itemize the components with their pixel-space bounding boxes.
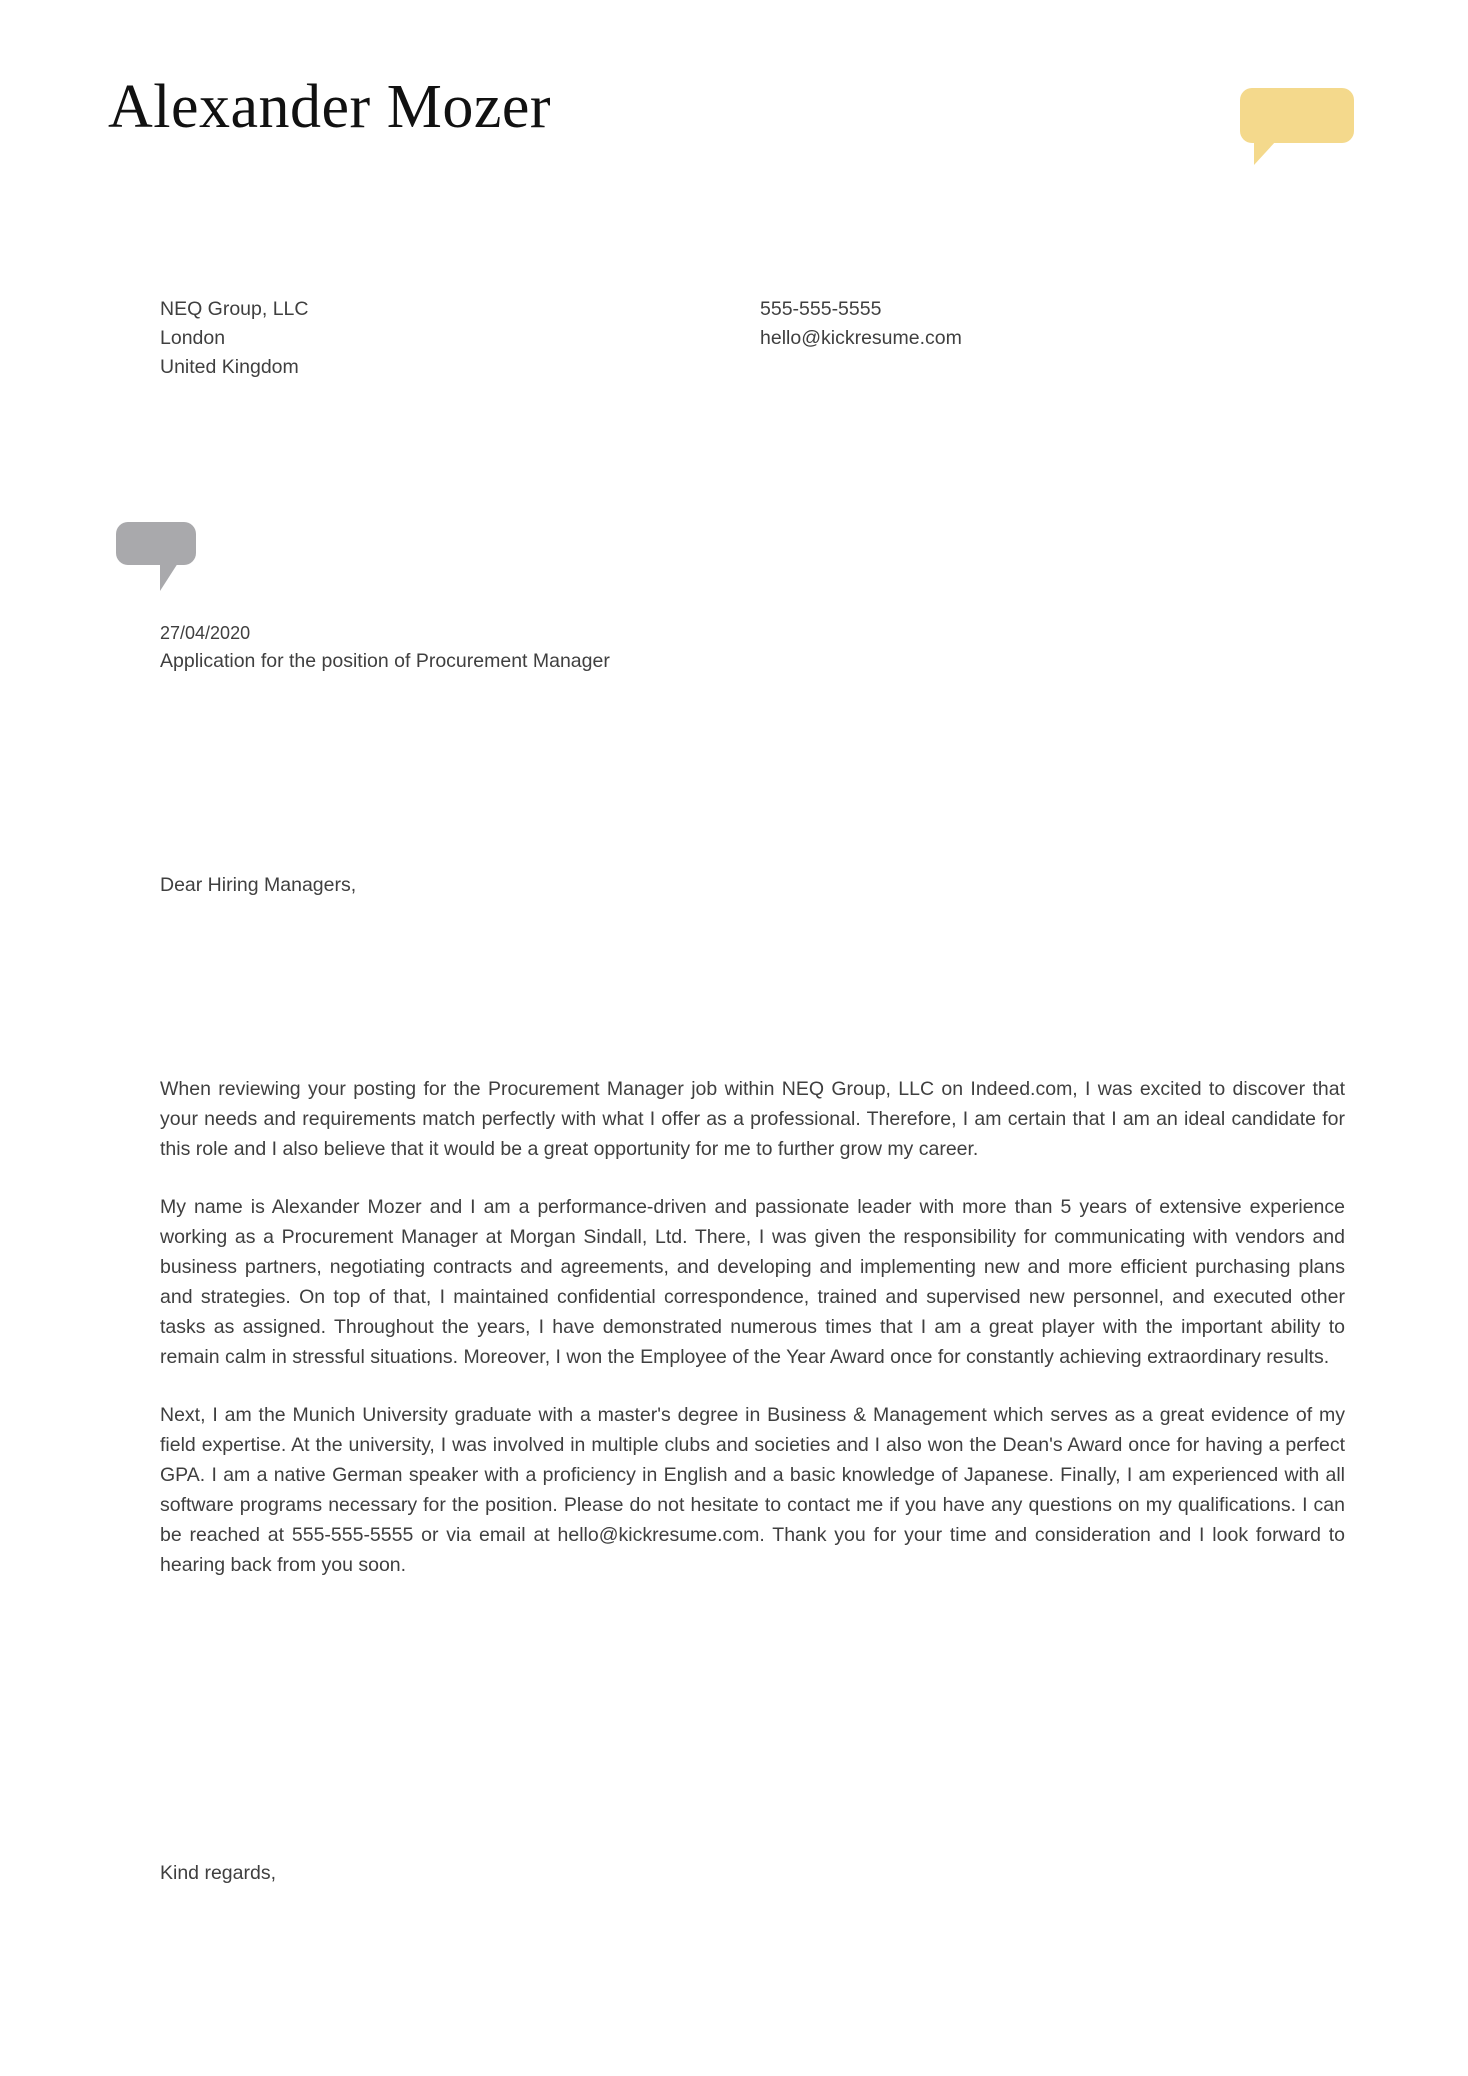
speech-bubble-secondary-tail xyxy=(160,563,178,591)
contact-block xyxy=(160,295,1345,382)
sender-email: hello@kickresume.com xyxy=(760,327,962,349)
sender-phone: 555-555-5555 xyxy=(760,298,882,320)
letter-subject: Application for the position of Procurement Manager xyxy=(160,650,610,672)
letter-paragraph: My name is Alexander Mozer and I am a performance-driven and passionate leader with more than 5 years of extensive experience working as a Procurement Manager at Morgan Sindall, Ltd. There, I was given the responsibility for communicating with vendors and business partners, negotiating contracts and agreements, and developing and implementing new and more efficient purchasing plans and strategies. On top of that, I maintained confidential correspondence, trained and supervised new personnel, and executed other tasks as assigned. Throughout the years, I have demonstrated numerous times that I am a great player with the important ability to remain calm in stressful situations. Moreover, I won the Employee of the Year Award once for constantly achieving extraordinary results. xyxy=(160,1196,1345,1368)
letter-date: 27/04/2020 xyxy=(160,623,251,643)
contact-column-recipient xyxy=(160,295,760,382)
recipient-company: NEQ Group, LLC xyxy=(160,298,309,320)
letter-paragraph: Next, I am the Munich University graduate with a master's degree in Business & Management which serves as a great evidence of my field expertise. At the university, I was involved in multiple clubs and societies and I also won the Dean's Award once for having a perfect GPA. I am a native German speaker with a proficiency in English and a basic knowledge of Japanese. Finally, I am experienced with all software programs necessary for the position. Please do not hesitate to contact me if you have any questions on my qualifications. I can be reached at 555-555-5555 or via email at hello@kickresume.com. Thank you for your time and consideration and I look forward to hearing back from you soon. xyxy=(160,1404,1345,1576)
letter-paragraph: When reviewing your posting for the Procurement Manager job within NEQ Group, LLC on Indeed.com, I was excited to discover that your needs and requirements match perfectly with what I offer as a professional. Therefore, I am certain that I am an ideal candidate for this role and I also believe that it would be a great opportunity for me to further grow my career. xyxy=(160,1078,1345,1160)
letter-salutation: Dear Hiring Managers, xyxy=(160,874,357,896)
letter-closing: Kind regards, xyxy=(160,1862,276,1884)
speech-bubble-secondary-icon xyxy=(116,522,196,565)
page-title: Alexander Mozer xyxy=(108,73,552,141)
speech-bubble-accent-tail xyxy=(1254,141,1276,165)
recipient-country: United Kingdom xyxy=(160,356,299,378)
contact-column-sender xyxy=(760,295,1345,382)
recipient-city: London xyxy=(160,327,226,349)
subject-block xyxy=(160,620,1345,676)
speech-bubble-accent-body xyxy=(1240,88,1354,143)
letter-body xyxy=(160,1074,1345,1580)
speech-bubble-secondary-body xyxy=(116,522,196,565)
speech-bubble-accent-icon xyxy=(1240,88,1354,143)
